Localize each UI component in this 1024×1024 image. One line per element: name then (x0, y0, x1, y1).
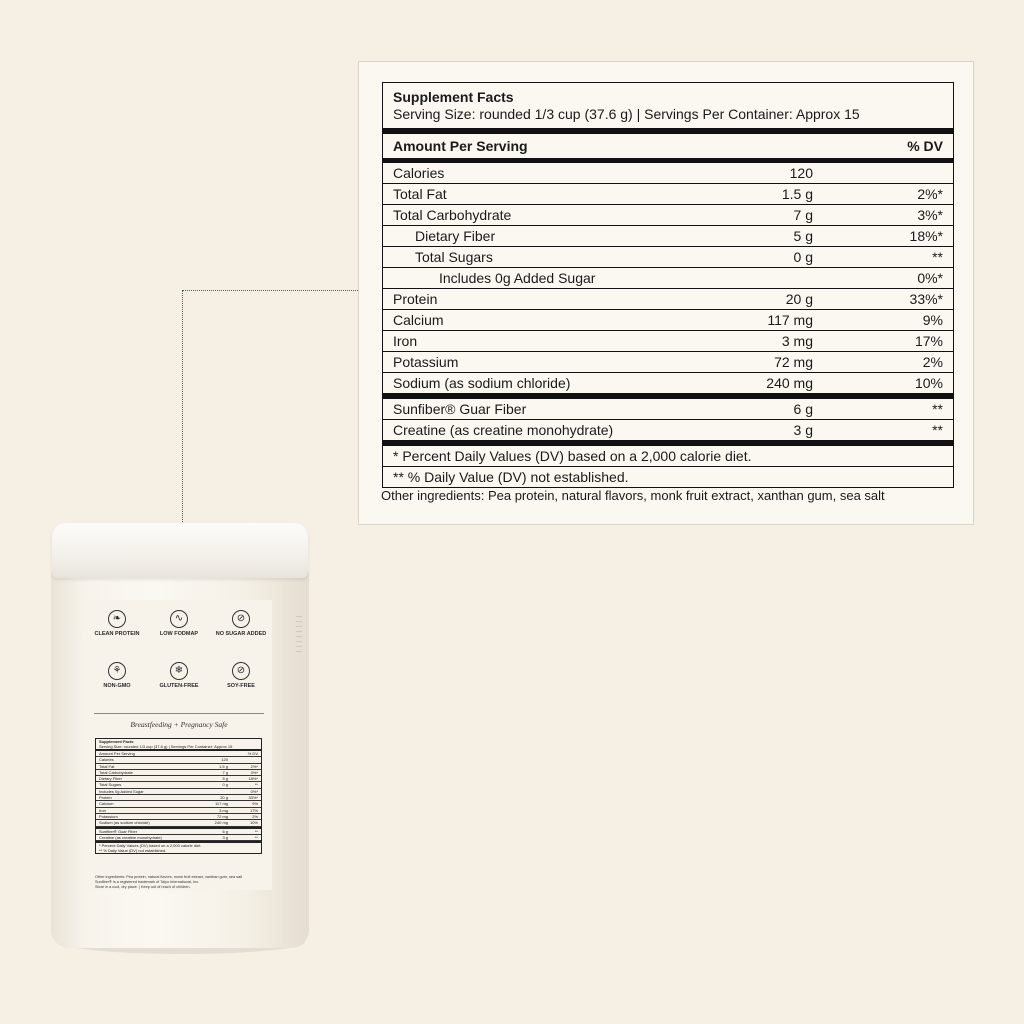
other-ingredients: Other ingredients: Pea protein, natural flavors, monk fruit extract, xanthan gum, sea salt (381, 488, 885, 503)
jar-mini-facts: Supplement Facts Serving Size: rounded 1/3 cup (37.6 g) | Servings Per Container: Approx 15 Amount Per Serving % DV Calories 120 Total Fat 1.5 g 2%* Total Carbohydrate 7 g 3%* Dietary Fiber 5 g 18%* Total Sugars 0 g ** Includes 0g Added Sugar 0%* Protein 20 g 33%* Calcium 117 mg 9% Iron 3 mg 17% Potassium 72 mg 2% Sodium (as sodium chloride) 240 mg 10% Sunfiber® Guar Fiber 6 g ** Creatine (as creatine monohydrate) 3 g ** * Percent Daily Values (DV) based on a 2,000 calorie diet. ** % Daily Value (DV) not established. (95, 738, 262, 854)
mini-facts-row: Creatine (as creatine monohydrate) 3 g ** (96, 835, 261, 841)
mini-facts-row: Iron 3 mg 17% (96, 808, 261, 814)
facts-row: Calcium 117 mg 9% (383, 310, 953, 331)
leaf-icon: ❧ (108, 610, 126, 628)
mini-facts-row: Amount Per Serving % DV (96, 751, 261, 757)
facts-row: Total Fat 1.5 g 2%* (383, 184, 953, 205)
footnote-dv: * Percent Daily Values (DV) based on a 2,000 calorie diet. (383, 446, 953, 467)
non-gmo-icon: ⚘ (108, 662, 126, 680)
facts-row: Dietary Fiber 5 g 18%* (383, 226, 953, 247)
jar-side-label (296, 612, 306, 882)
mini-facts-row: Potassium 72 mg 2% (96, 814, 261, 820)
jar-lid (52, 523, 308, 578)
connector-line-horizontal (182, 290, 358, 291)
mini-facts-row: Calories 120 (96, 757, 261, 763)
facts-row: Calories 120 (383, 163, 953, 184)
facts-title: Supplement Facts (393, 89, 514, 105)
supplement-facts-callout (358, 61, 974, 525)
gluten-free-icon: ❄ (170, 662, 188, 680)
no-sugar-icon: ⊘ (232, 610, 250, 628)
mini-facts-row: Total Sugars 0 g ** (96, 782, 261, 788)
footnote-not-established: ** % Daily Value (DV) not established. (393, 469, 629, 485)
facts-row: Includes 0g Added Sugar 0%* (383, 268, 953, 289)
jar-fine-print: Other ingredients: Pea protein, natural flavors, monk fruit extract, xanthan gum, sea salt Sunfiber® is a registered trademark of Taiyo International, Inc. Store in a cool, dry place. | Keep out of reach of children. (95, 875, 243, 889)
facts-row: Sodium (as sodium chloride) 240 mg 10% (393, 375, 943, 391)
mini-facts-row: Dietary Fiber 5 g 18%* (96, 776, 261, 782)
facts-row: Total Sugars 0 g ** (383, 247, 953, 268)
facts-row: Creatine (as creatine monohydrate) 3 g ** (393, 422, 943, 438)
mini-facts-row: Total Fat 1.5 g 2%* (96, 764, 261, 770)
facts-row: Potassium 72 mg 2% (383, 352, 953, 373)
supplement-facts-table (382, 82, 954, 488)
mini-facts-row: Sunfiber® Guar Fiber 6 g ** (96, 829, 261, 835)
non-gmo-badge: ⚘ NON-GMO (86, 662, 148, 690)
gut-badge: ∿ LOW FODMAP (148, 610, 210, 638)
mini-facts-row: Sodium (as sodium chloride) 240 mg 10% (96, 820, 261, 826)
no-sugar-badge: ⊘ NO SUGAR ADDED (210, 610, 272, 638)
gut-icon: ∿ (170, 610, 188, 628)
jar-tagline: Breastfeeding + Pregnancy Safe (130, 720, 228, 729)
gluten-free-badge: ❄ GLUTEN-FREE (148, 662, 210, 690)
mini-facts-row: Protein 20 g 33%* (96, 795, 261, 801)
facts-row: Total Carbohydrate 7 g 3%* (383, 205, 953, 226)
facts-row: Protein 20 g 33%* (383, 289, 953, 310)
mini-facts-row: Calcium 117 mg 9% (96, 801, 261, 807)
serving-info: Serving Size: rounded 1/3 cup (37.6 g) | Servings Per Container: Approx 15 (393, 106, 860, 122)
mini-facts-row: Includes 0g Added Sugar 0%* (96, 789, 261, 795)
jar-label (86, 600, 272, 890)
facts-row: Iron 3 mg 17% (383, 331, 953, 352)
connector-line-vertical (182, 290, 183, 522)
mini-facts-row: Total Carbohydrate 7 g 3%* (96, 770, 261, 776)
facts-header-row: Amount Per Serving % DV (383, 134, 953, 159)
soy-free-icon: ⊘ (232, 662, 250, 680)
leaf-badge: ❧ CLEAN PROTEIN (86, 610, 148, 638)
facts-row: Sunfiber® Guar Fiber 6 g ** (383, 399, 953, 420)
soy-free-badge: ⊘ SOY-FREE (210, 662, 272, 690)
